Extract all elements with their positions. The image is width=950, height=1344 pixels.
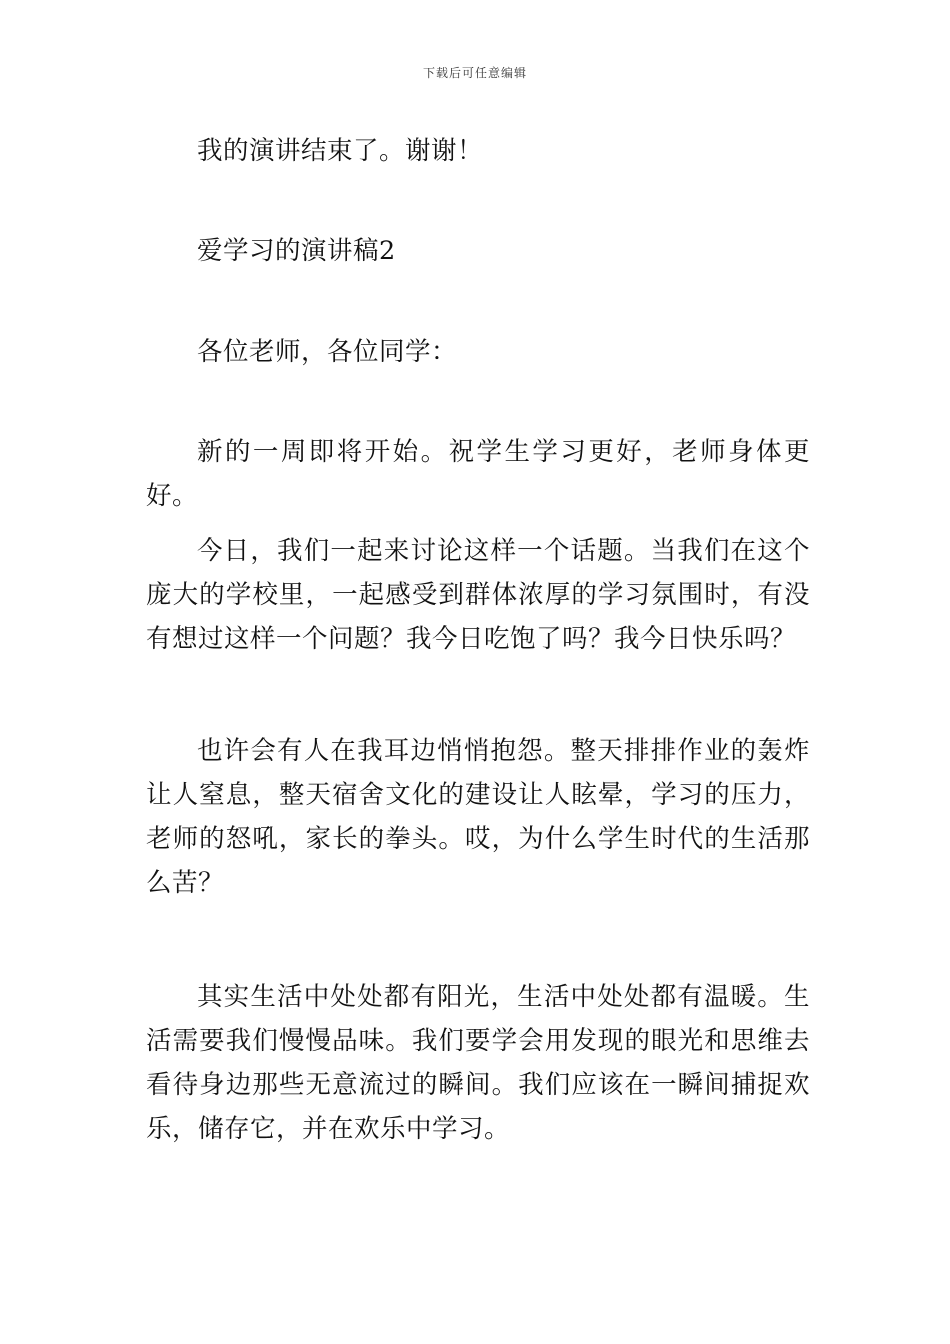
paragraph-closing: 我的演讲结束了。谢谢！ (197, 136, 484, 166)
paragraph-complaint: 也许会有人在我耳边悄悄抱怨。整天排排作业的轰炸让人窒息，整天宿舍文化的建设让人眩晕，学习的压力，老师的怒吼，家长的拳头。哎，为什么学生时代的生活那么苦？ (146, 736, 810, 898)
paragraph-title: 爱学习的演讲稿2 (197, 236, 396, 266)
paragraph-topic: 今日，我们一起来讨论这样一个话题。当我们在这个庞大的学校里，一起感受到群体浓厚的学习氛围时，有没有想过这样一个问题？我今日吃饱了吗？我今日快乐吗？ (146, 536, 810, 654)
page-header-note: 下载后可任意编辑 (422, 66, 527, 80)
paragraph-greeting: 各位老师，各位同学： (197, 337, 458, 367)
paragraph-opening: 新的一周即将开始。祝学生学习更好，老师身体更好。 (146, 437, 810, 511)
paragraph-sunshine: 其实生活中处处都有阳光，生活中处处都有温暖。生活需要我们慢慢品味。我们要学会用发现的眼光和思维去看待身边那些无意流过的瞬间。我们应该在一瞬间捕捉欢乐，储存它，并在欢乐中学习。 (146, 982, 810, 1144)
